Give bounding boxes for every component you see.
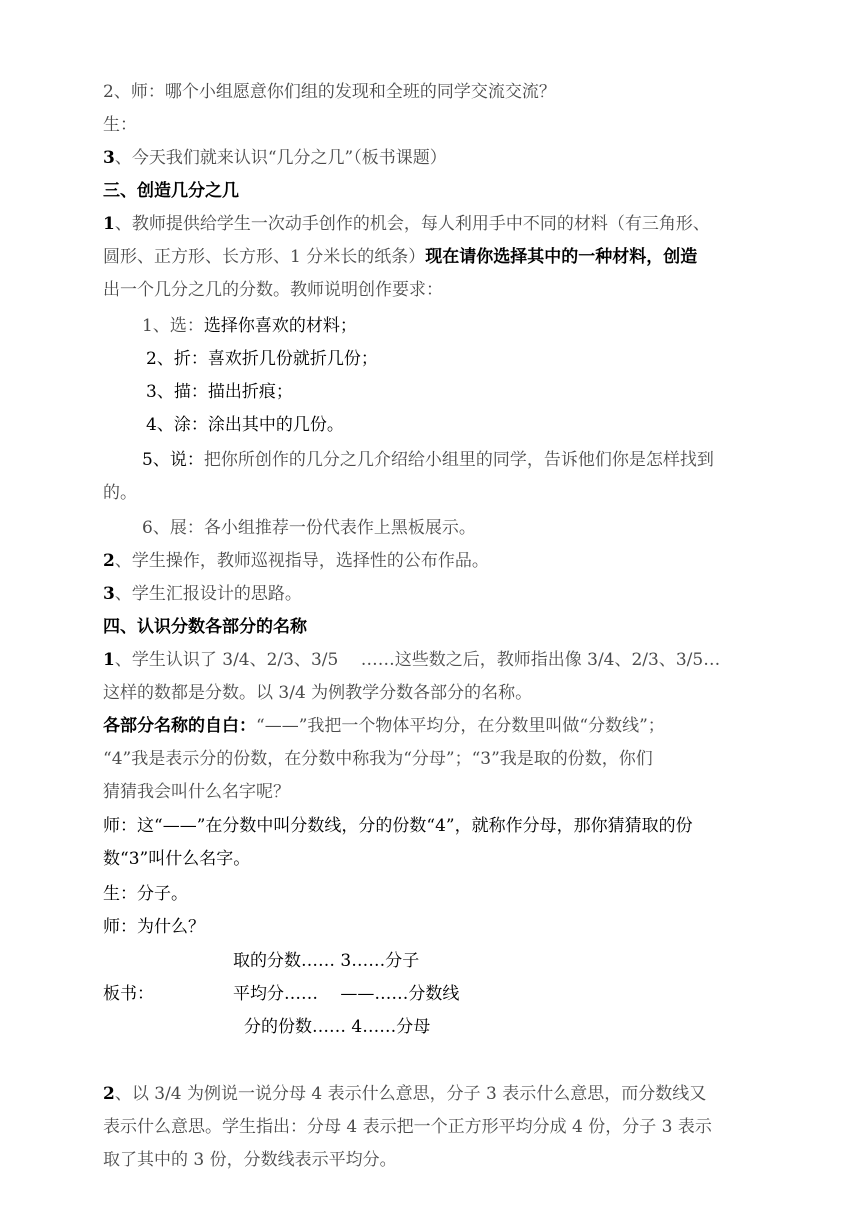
list-number: 2	[103, 551, 115, 571]
board-label: 板书：	[103, 984, 154, 1004]
text-span: 、学生汇报设计的思路。	[114, 584, 302, 604]
text-line	[103, 142, 447, 175]
text-line	[103, 710, 665, 743]
text-line: 的。	[103, 483, 137, 503]
list-item: 3、描：描出折痕；	[146, 382, 293, 402]
list-number: 3	[103, 148, 115, 168]
section-heading: 三、创造几分之几	[103, 181, 239, 201]
text-line	[103, 1078, 706, 1111]
text-line: 取了其中的 3 份，分数线表示平均分。	[103, 1150, 397, 1170]
text-line	[103, 241, 697, 274]
text-span: 选择你喜欢的材料；	[203, 316, 357, 336]
list-number: 1	[103, 214, 115, 234]
text-line	[103, 644, 720, 677]
board-line: 平均分…… ——……分数线	[233, 984, 460, 1004]
text-line: 出一个几分之几的分数。教师说明创作要求：	[103, 280, 443, 300]
text-span: 把你所创作的几分之几介绍给小组里的同学，告诉他们你是怎样找到	[203, 450, 714, 470]
board-line: 分的份数…… 4……分母	[244, 1017, 431, 1037]
text-span: 5、说：	[142, 450, 204, 470]
text-line: 猜猜我会叫什么名字呢？	[103, 782, 290, 802]
text-span: 各部分名称的自白：	[103, 716, 256, 736]
text-line: 2、师：哪个小组愿意你们组的发现和全班的同学交流交流？	[103, 82, 556, 102]
list-item: 4、涂：涂出其中的几份。	[146, 415, 344, 435]
text-line	[103, 208, 710, 241]
list-item: 6、展：各小组推荐一份代表作上黑板展示。	[142, 518, 476, 538]
text-line	[103, 578, 302, 611]
text-line: “4”我是表示分的份数，在分数中称我为“分母”；“3”我是取的份数，你们	[103, 749, 653, 769]
list-number: 3	[103, 584, 115, 604]
list-item	[142, 310, 357, 343]
text-span: 、教师提供给学生一次动手创作的机会，每人利用手中不同的材料（有三角形、	[114, 214, 710, 234]
text-line: 生：分子。	[103, 884, 188, 904]
text-span: 、学生操作，教师巡视指导，选择性的公布作品。	[114, 551, 489, 571]
text-span: 、学生认识了 3/4、2/3、3/5 ……这些数之后，教师指出像 3/4、2/3、3/5…	[114, 650, 721, 670]
text-span: 、以 3/4 为例说一说分母 4 表示什么意思，分子 3 表示什么意思，而分数线又	[114, 1084, 707, 1104]
text-span: “——”我把一个物体平均分，在分数里叫做“分数线”；	[256, 716, 665, 736]
text-line: 师：这“——”在分数中叫分数线，分的份数“4”，就称作分母，那你猜猜取的份	[103, 816, 693, 836]
section-heading: 四、认识分数各部分的名称	[103, 617, 307, 637]
text-span: 圆形、正方形、长方形、1 分米长的纸条）	[103, 247, 426, 267]
text-line: 生：	[103, 115, 137, 135]
text-line	[103, 545, 489, 578]
list-item: 2、折：喜欢折几份就折几份；	[146, 349, 378, 369]
board-line: 取的分数…… 3……分子	[233, 951, 420, 971]
list-number: 2	[103, 1084, 115, 1104]
text-line: 数“3”叫什么名字。	[103, 849, 251, 869]
text-span: 1、选：	[142, 316, 204, 336]
text-line: 师：为什么？	[103, 917, 205, 937]
text-line: 表示什么意思。学生指出：分母 4 表示把一个正方形平均分成 4 份，分子 3 表示	[103, 1117, 712, 1137]
list-number: 1	[103, 650, 115, 670]
text-line: 这样的数都是分数。以 3/4 为例教学分数各部分的名称。	[103, 683, 533, 703]
list-item	[142, 444, 714, 477]
text-span: 现在请你选择其中的一种材料，创造	[425, 247, 698, 267]
text-span: 、今天我们就来认识“几分之几”（板书课题）	[114, 148, 447, 168]
